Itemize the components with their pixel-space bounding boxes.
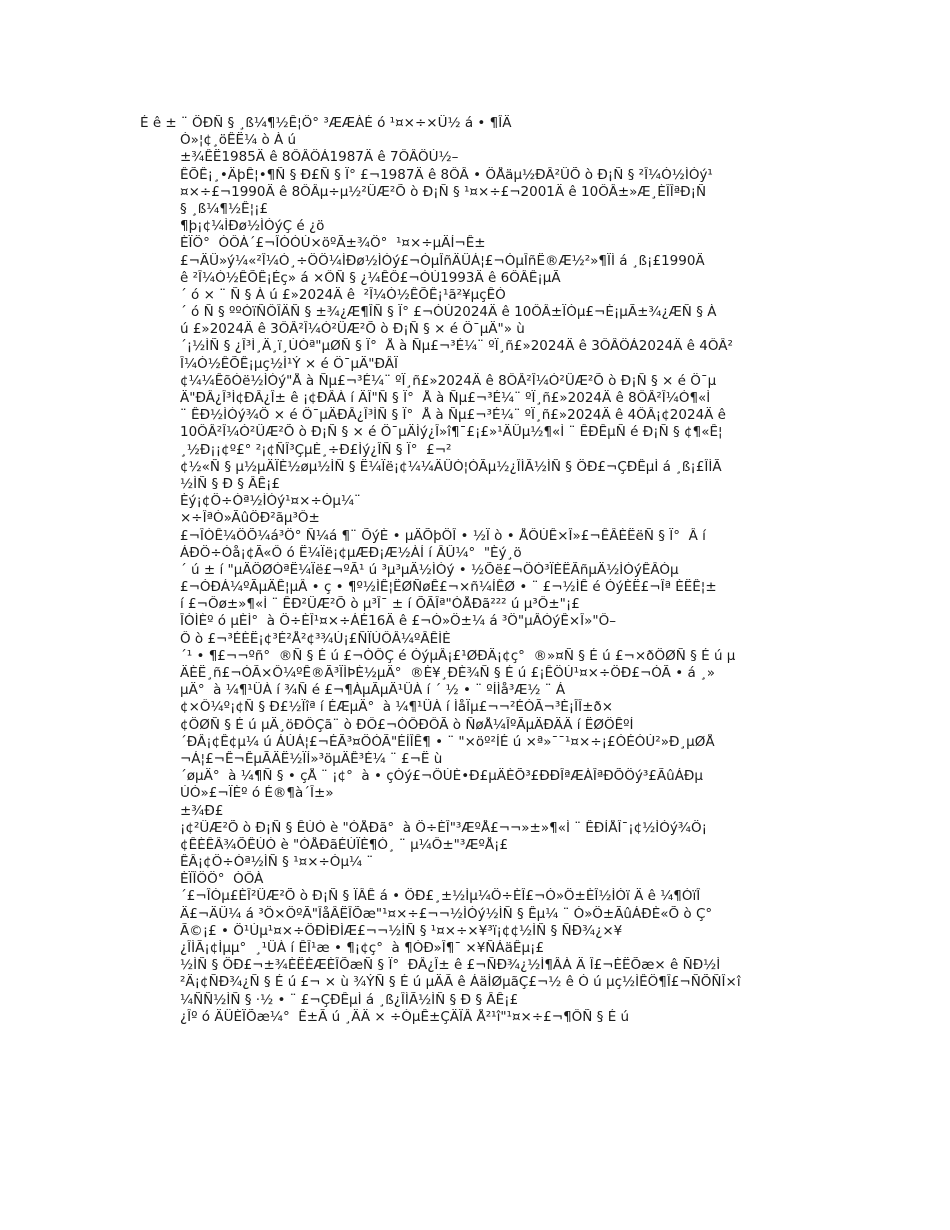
text-line: ´¡½ÌÑ § ¿Î³Ì¸Ä¸ï¸ÙÒª"µØÑ § Ï° Å à Ñµ£¬³É¼¨ ºÏ¸ñ£»2024Ä ê 3ÔÂÖÁ2024Ä ê 4ÔÂ² <box>180 338 733 355</box>
text-line: µÄ° à ¼¶¹ÜÀ í ¾Ñ é £¬¶ÀµÃµÄ¹ÜÀ í ´ ½ • ¨ ºÍÌå³Æ½ ¨ Á <box>180 682 566 699</box>
text-line: ±¾Ð£ <box>180 802 224 819</box>
text-line: ¿Îº ó ÄÜÈÏÕæ¼° Ê±Ã ú ¸ÄÄ × ÷ÒµÊ±ÇÄÏÂ Å²¹î"¹¤×÷£¬¶ÔÑ § É ú <box>180 1008 630 1025</box>
text-line: ¢ÊÈÊÂ¾ÕÊÚÓ è "ÓÅÐãÉÙÏÈ¶Ó¸ ¨ µ¼Ô±"³ÆºÅ¡£ <box>180 836 509 853</box>
text-line: ÊÕÊ¡¸•ÄþÊ¦•¶Ñ § Ð£Ñ § Ï° £¬1987Ä ê 8ÔÂ • ÖÅäµ½ÐÂ²ÜÕ ò Ð¡Ñ § ²Î¼Ó½ÌÓý¹ <box>180 166 713 183</box>
text-line: ×÷ÎªÒ»ÃûÖÐ²ãµ³Ô± <box>180 510 320 527</box>
text-line: ÈÏÖ° ÒÔÀ´£¬ÎÒÓÚ×öºÃ±¾Ö° ¹¤×÷µÄÍ¬Ê± <box>180 235 486 252</box>
text-line: ¼ÑÑ½ÌÑ § ·½ • ¨ £¬ÇÐÊµÌ á ¸ß¿ÎÌÃ½ÌÑ § Ð § ÂÊ¡£ <box>180 991 519 1008</box>
text-line: ±¾ÊË1985Ä ê 8ÔÂÖÁ1987Ä ê 7ÔÂÖÚ½– <box>180 149 459 166</box>
text-line: ¶þ¡¢¼ÌÐø½ÌÓýÇ é ¿ö <box>180 218 325 235</box>
text-line: £¬ÓÐÁ¼ºÃµÄÊ¦µÂ • ç • ¶º½ÌÊ¦ËØÑøÊ£¬×ñ¼ÍÊØ • ¨ £¬½ÌÊ é ÓýÈË£¬Îª ÈËÊ¦± <box>180 579 717 596</box>
text-line: ¬Á¦£¬Ê¬ÊµÃÄË½ÏÍ»³öµÄÊ³É¼ ¨ £¬Ë ù <box>180 750 443 767</box>
text-line: ê ²Î¼Ó½ÊÕÊ¡Éç» á ×ÔÑ § ¿¼ÊÔ£¬ÓÚ1993Ä ê 6ÔÂÊ¡µÃ <box>180 269 561 286</box>
text-line: ÎÒÌÈº ó µÈÌ° à Ö÷ÈÎ¹¤×÷ÁÉ16Ä ê £¬Ò»Ö±¼ á ³Ö"µÂÓýÊ×Î»"Ô– <box>180 613 617 630</box>
text-line: ´¹ • ¶£¬¬ºñ° ®Ñ § É ú £¬ÒÔÇ é ÓýµÂ¡£¹ØÐÄ¡¢ç° ®»¤Ñ § É ú £¬×ðÖØÑ § É ú µ <box>180 647 736 664</box>
text-line: í £¬Ôø±»¶«Ì ¨ ÊÐ²ÜÆ²Õ ò µ³Î¯ ± í ÕÃÎª"ÓÅÐã²²² ú µ³Ô±"¡£ <box>180 596 580 613</box>
text-line: ¡¢²ÜÆ²Õ ò Ð¡Ñ § ÊÚÓ è "ÓÅÐã° à Ö÷ÈÎ"³ÆºÅ£¬¬»±»¶«Ì ¨ ÊÐÍÅÎ¯¡¢½ÌÓý¾Ö¡ <box>180 819 708 836</box>
text-line: ¤×÷£¬1990Ä ê 8ÔÂµ÷µ½²ÜÆ²Õ ò Ð¡Ñ § ¹¤×÷£¬2001Ä ê 10ÔÂ±»Æ¸ÈÎÎªÐ¡Ñ <box>180 183 707 200</box>
text-line: ½ÌÑ § Ð § ÂÊ¡£ <box>180 475 281 492</box>
text-line: Ô ò £¬³ÉÈË¡¢³É²Å²¢³¾Ù¡£ÑÏÚÔÂ¼ºÂÊÌÈ <box>180 630 451 647</box>
text-line: ´ÐÂ¡¢Ê¢µ¼ ú ÁÚÁ¦£¬ÉÃ³¤ÖÓÃ"ÉÍÎÊ¶ • ¨ "×öº²ÍÉ ú ×ª»¯¯¹¤×÷¡£ÓÉÓÚ²»Ð¸µØÅ <box>180 733 715 750</box>
text-line: £¬ÄÜ»ý¼«²Î¼Ó¸÷ÖÖ¼ÌÐø½ÌÓý£¬ÒµÎñÄÜÁ¦£¬ÒµÎñË®Æ½²»¶ÏÌ á ¸ß¡£1990Ä <box>180 252 705 269</box>
text-line: ¢¼¼ÊõÓë½ÌÓý"Å à Ñµ£¬³É¼¨ ºÏ¸ñ£»2024Ä ê 8ÔÂ²Î¼Ó²ÜÆ²Õ ò Ð¡Ñ § × é Ö¯µ <box>180 372 717 389</box>
text-line: Ä£¬ÄÜ¼ á ³Ö×ÖºÃ"ÎåÂËÎÕæ"¹¤×÷£¬¬½ÌÓý½ÌÑ § Êµ¼ ¨ Ò»Ö±ÃûÁÐÈ«Õ ò Ç° <box>180 905 713 922</box>
text-line: £¬ÎÒÊ¼ÖÕ¼á³Ö° Ñ¼á ¶¨ ÕýÈ • µÄÕþÖÎ • ½Ï ò • ÅÔÚÊ×Î»£¬ÊÂÈËëÑ § Ï° Â í <box>180 527 706 544</box>
text-line: ¢×Ô¼º¡¢Ñ § Ð£½Ïîª í ÉÆµÄ° à ¼¶¹ÜÀ í ÌåÏµ£¬¬²ÉÓÃ¬³È¡ÎÎ±ð× <box>180 699 614 716</box>
text-line: ´ ú ± í "µÄÖØÒªË¼Ïë£¬ºÃ¹ ú ³µ³µÄ½ÌÓý • ½Õë£¬ÖÒ³ÏÈËÃñµÄ½ÌÓýÊÂÒµ <box>180 561 679 578</box>
text-line: ¿ÎÌÃ¡¢Ìµµ° ¸¹ÜÀ í ÊÎ¹æ • ¶¡¢ç° à ¶ÓÐ»Î¶¯ ×¥ÑÁäÊµ¡£ <box>180 940 545 956</box>
text-line: ´ ó × ¨ Ñ § À ú £»2024Ä ê ²Î¼Ó½ÊÕÊ¡¹ã²¥µçÊÓ <box>180 286 506 303</box>
text-line: ú £»2024Ä ê 3ÔÂ²Î¼Ó²ÜÆ²Õ ò Ð¡Ñ § × é Ö¯µÄ"» ù <box>180 321 525 338</box>
text-line: ÚÓ»£¬ÏÈº ó É®¶à´Î±» <box>180 785 334 802</box>
text-line: ¢½«Ñ § µ½µÄÏÈ½øµ½ÌÑ § Ë¼Ïë¡¢¼¼ÄÜÓ¦ÓÃµ½¿ÎÌÃ½ÌÑ § ÖÐ£¬ÇÐÊµÌ á ¸ß¡£ÎÌÃ <box>180 458 722 475</box>
text-line: ÈÏÎÖÖ° ÒÔÀ <box>180 871 264 888</box>
text-line: Ä"ÐÂ¿Î³Ì¢ÐÂ¿Î± ê ¡¢ÐÂÀ í ÄÎ"Ñ § Ï° Å à Ñµ£¬³É¼¨ ºÏ¸ñ£»2024Ä ê 8ÔÂ²Î¼Ó¶«Ì <box>180 390 711 406</box>
text-line: ½ÌÑ § ÖÐ£¬±¾ÈËÈÆÈÎÕæÑ § Ï° ÐÂ¿Î± ê £¬ÑÐ¾¿½Ì¶ÂÀ Ä Î£¬ÈËÕæ× ê ÑÐ½Ì <box>180 957 721 974</box>
text-line: ÄÈË¸ñ£¬ÓÃ×Ô¼ºÊ®Ã³ÏÌÞÈ½µÄ° ®È¥¸ÐÈ¾Ñ § É ú £¡ÊÖÚ¹¤×÷ÖÐ£¬ÓÃ • á ¸» <box>180 665 716 681</box>
text-line: Ã©¡£ • Ö¹Ùµ¹¤×÷ÖÐÌÐÌÆ£¬¬½ÌÑ § ¹¤×÷×¥³ï¡¢¢½ÌÑ § ÑÐ¾¿×¥ <box>180 922 623 939</box>
document-body <box>140 115 820 1026</box>
text-line: ´£¬ÎÒµ£ÈÎ²ÜÆ²Õ ò Ð¡Ñ § ÏÂÊ á • ÖÐ£¸±½Ìµ¼Ö÷ÈÎ£¬Ò»Ö±ÈÎ½ÌÓï Ä ê ¼¶ÓïÎ <box>180 888 701 905</box>
text-line: ´ ó Ñ § ººÓïÑÔÎÄÑ § ±¾¿Æ¶ÎÑ § Ï° £¬ÓÚ2024Ä ê 10ÔÂ±ÏÒµ£¬È¡µÃ±¾¿ÆÑ § À <box>180 304 717 321</box>
text-line: Èý¡¢Ö÷Òª½ÌÓý¹¤×÷Òµ¼¨ <box>180 493 361 510</box>
text-line: Î¼Ó½ÊÕÊ¡µç½Ì¹Ý × é Ö¯µÄ"ÐÂÏ <box>180 355 398 372</box>
text-line: ¢ÖØÑ § É ú µÄ¸öÐÔÇã¨ ò ÐÔ£¬ÒÔÐÔÃ ò ÑøÅ¼ÎºÃµÄÐÄÄ í ËØÖÊºÍ <box>180 716 634 733</box>
text-line: ¨ ÊÐ½ÌÓý¾Ö × é Ö¯µÄÐÂ¿Î³ÌÑ § Ï° Å à Ñµ£¬³É¼¨ ºÏ¸ñ£»2024Ä ê 4ÔÂ¡¢2024Ä ê <box>180 407 726 424</box>
text-line: 10ÔÂ²Î¼Ó²ÜÆ²Õ ò Ð¡Ñ § × é Ö¯µÄÌý¿Î»î¶¯£¡£»¹ÄÜµ½¶«Ì ¨ ÊÐÊµÑ é Ð¡Ñ § ¢¶«Ê¦ <box>180 424 723 441</box>
text-line: Ò»¦¢¸öÊË¼ ò À ú <box>180 132 297 149</box>
text-line: ²Ä¡¢ÑÐ¾¿Ñ § É ú £¬ × ù ¾ÝÑ § É ú µÄÃ ê ÁäÌØµãÇ£¬½ ê Ó ú µç½ÌÊÖ¶Î£¬ÑÕÑÎ×î <box>180 974 741 991</box>
text-line: ¸½Ð¡¡¢º£° ²¡¢ÑÎ³ÇµÈ¸÷Ð£Ìý¿ÎÑ § Ï° £¬² <box>180 441 452 458</box>
text-line: É ê ± ¨ ÖÐÑ § ¸ß¼¶½Ê¦Ö° ³ÆÆÀÉ ó ¹¤×÷×Ü½ á • ¶ÎÄ <box>140 115 512 131</box>
text-line: ÁÐÖ÷Òå¡¢Ã«Ô ó Ë¼Ïë¡¢µÆÐ¡Æ½ÀÍ í ÂÛ¼° "Èý¸ö <box>180 544 522 561</box>
text-line: § ¸ß¼¶½Ê¦¡£ <box>180 200 269 217</box>
text-line: ´øµÄ° à ¼¶Ñ § • çÅ ¨ ¡¢° à • çÓý£¬ÔÚÈ•Ð£µÄÈÕ³£ÐÐÎªÆÀÎªÐÕÖý³£ÃûÁÐµ <box>180 768 703 785</box>
text-line: ÊÂ¡¢Ö÷Òª½ÌÑ § ¹¤×÷Òµ¼ ¨ <box>180 854 374 871</box>
